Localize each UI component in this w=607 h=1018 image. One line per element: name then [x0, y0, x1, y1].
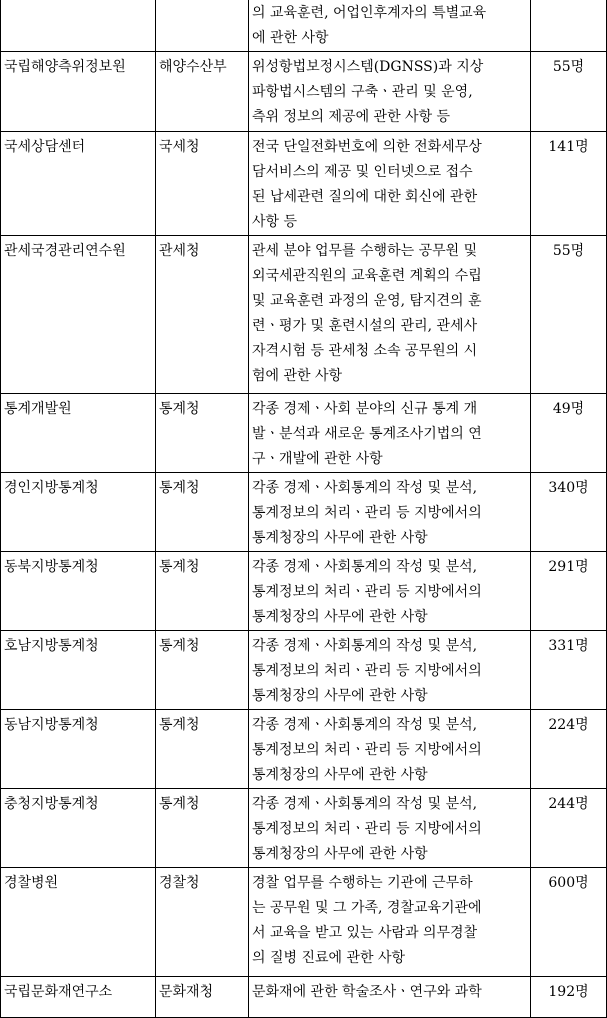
- duty-line: 파항법시스템의 구축ㆍ관리 및 운영,: [252, 84, 473, 100]
- table-row: [1, 977, 607, 1018]
- parent-ministry-cell: 통계청: [156, 394, 249, 473]
- duty-line: 의 교육훈련, 어업인후계자의 특별교육: [252, 5, 487, 21]
- table-row: [1, 0, 607, 52]
- staff-capacity-cell: 192명: [531, 977, 607, 1018]
- parent-ministry-cell: 통계청: [156, 710, 249, 789]
- duty-line: 및 교육훈련 과정의 운영, 탐지견의 훈: [252, 293, 482, 309]
- duty-line: 사항 등: [252, 214, 298, 230]
- duty-line: 의 질병 진료에 관한 사항: [252, 950, 406, 966]
- parent-ministry-cell: 국세청: [156, 132, 249, 236]
- agency-name-cell: [1, 0, 156, 52]
- duty-line: 각종 경제ㆍ사회통계의 작성 및 분석,: [252, 480, 478, 496]
- parent-ministry-cell: 관세청: [156, 236, 249, 394]
- agency-table-body: [1, 0, 607, 1018]
- staff-capacity-cell: 141명: [531, 132, 607, 236]
- duty-line: 통계정보의 처리ㆍ관리 등 지방에서의: [252, 505, 482, 521]
- agency-name-cell: 관세국경관리연수원: [1, 236, 156, 394]
- table-row: [1, 868, 607, 977]
- agency-name-cell: 호남지방통계청: [1, 631, 156, 710]
- duty-line: 전국 단일전화번호에 의한 전화세무상: [252, 139, 482, 155]
- duty-line: 통계정보의 처리ㆍ관리 등 지방에서의: [252, 821, 482, 837]
- agency-name-cell: 동북지방통계청: [1, 552, 156, 631]
- table-row: [1, 236, 607, 394]
- table-row: [1, 789, 607, 868]
- duty-line: 문화재에 관한 학술조사ㆍ연구와 과학: [252, 984, 482, 1000]
- duty-line: 는 공무원 및 그 가족, 경찰교육기관에: [252, 900, 482, 916]
- duty-line: 각종 경제ㆍ사회통계의 작성 및 분석,: [252, 638, 478, 654]
- staff-capacity-cell: 331명: [531, 631, 607, 710]
- staff-capacity-cell: 291명: [531, 552, 607, 631]
- duty-line: 관세 분야 업무를 수행하는 공무원 및: [252, 243, 478, 259]
- duty-line: 통계청장의 사무에 관한 사항: [252, 688, 428, 704]
- duty-description-cell: [249, 473, 531, 552]
- duty-description-cell: [249, 868, 531, 977]
- duty-line: 발ㆍ분석과 새로운 통계조사기법의 연: [252, 426, 482, 442]
- duty-line: 각종 경제ㆍ사회통계의 작성 및 분석,: [252, 796, 478, 812]
- duty-description-cell: [249, 52, 531, 132]
- table-row: [1, 394, 607, 473]
- duty-line: 각종 경제ㆍ사회 분야의 신규 통계 개: [252, 401, 478, 417]
- duty-description-cell: [249, 710, 531, 789]
- duty-line: 경찰 업무를 수행하는 기관에 근무하: [252, 875, 473, 891]
- staff-capacity-cell: 49명: [531, 394, 607, 473]
- parent-ministry-cell: 해양수산부: [156, 52, 249, 132]
- duty-description-cell: [249, 132, 531, 236]
- duty-line: 련ㆍ평가 및 훈련시설의 관리, 관세사: [252, 318, 478, 334]
- duty-description-cell: [249, 236, 531, 394]
- duty-line: 위성항법보정시스템(DGNSS)과 지상: [252, 59, 484, 75]
- staff-capacity-cell: 55명: [531, 52, 607, 132]
- duty-line: 통계청장의 사무에 관한 사항: [252, 609, 428, 625]
- duty-description-cell: [249, 789, 531, 868]
- duty-line: 측위 정보의 제공에 관한 사항 등: [252, 109, 451, 125]
- duty-line: 담서비스의 제공 및 인터넷으로 접수: [252, 164, 473, 180]
- agency-name-cell: 경찰병원: [1, 868, 156, 977]
- duty-line: 험에 관한 사항: [252, 368, 343, 384]
- agency-name-cell: 국립문화재연구소: [1, 977, 156, 1018]
- table-row: [1, 52, 607, 132]
- duty-description-cell: [249, 631, 531, 710]
- duty-line: 된 납세관련 질의에 대한 회신에 관한: [252, 189, 478, 205]
- parent-ministry-cell: 문화재청: [156, 977, 249, 1018]
- duty-line: 각종 경제ㆍ사회통계의 작성 및 분석,: [252, 717, 478, 733]
- agency-name-cell: 경인지방통계청: [1, 473, 156, 552]
- parent-ministry-cell: 경찰청: [156, 868, 249, 977]
- duty-line: 통계정보의 처리ㆍ관리 등 지방에서의: [252, 663, 482, 679]
- parent-ministry-cell: 통계청: [156, 552, 249, 631]
- table-row: [1, 631, 607, 710]
- duty-line: 통계정보의 처리ㆍ관리 등 지방에서의: [252, 584, 482, 600]
- duty-description-cell: [249, 394, 531, 473]
- parent-ministry-cell: 통계청: [156, 631, 249, 710]
- staff-capacity-cell: 340명: [531, 473, 607, 552]
- duty-description-cell: [249, 552, 531, 631]
- duty-line: 통계정보의 처리ㆍ관리 등 지방에서의: [252, 742, 482, 758]
- duty-description-cell: [249, 0, 531, 52]
- agency-name-cell: 국립해양측위정보원: [1, 52, 156, 132]
- staff-capacity-cell: 55명: [531, 236, 607, 394]
- duty-line: 각종 경제ㆍ사회통계의 작성 및 분석,: [252, 559, 478, 575]
- duty-line: 에 관한 사항: [252, 30, 329, 46]
- duty-line: 통계청장의 사무에 관한 사항: [252, 846, 428, 862]
- staff-capacity-cell: 244명: [531, 789, 607, 868]
- duty-line: 외국세관직원의 교육훈련 계획의 수립: [252, 268, 482, 284]
- parent-ministry-cell: [156, 0, 249, 52]
- table-row: [1, 132, 607, 236]
- duty-line: 자격시험 등 관세청 소속 공무원의 시: [252, 343, 478, 359]
- agency-name-cell: 충청지방통계청: [1, 789, 156, 868]
- table-row: [1, 473, 607, 552]
- duty-line: 서 교육을 받고 있는 사람과 의무경찰: [252, 925, 478, 941]
- table-row: [1, 552, 607, 631]
- agency-name-cell: 국세상담센터: [1, 132, 156, 236]
- agency-name-cell: 동남지방통계청: [1, 710, 156, 789]
- duty-description-cell: [249, 977, 531, 1018]
- agency-name-cell: 통계개발원: [1, 394, 156, 473]
- parent-ministry-cell: 통계청: [156, 789, 249, 868]
- duty-line: 구ㆍ개발에 관한 사항: [252, 451, 383, 467]
- table-row: [1, 710, 607, 789]
- staff-capacity-cell: 224명: [531, 710, 607, 789]
- duty-line: 통계청장의 사무에 관한 사항: [252, 530, 428, 546]
- duty-line: 통계청장의 사무에 관한 사항: [252, 767, 428, 783]
- staff-capacity-cell: 600명: [531, 868, 607, 977]
- parent-ministry-cell: 통계청: [156, 473, 249, 552]
- staff-capacity-cell: [531, 0, 607, 52]
